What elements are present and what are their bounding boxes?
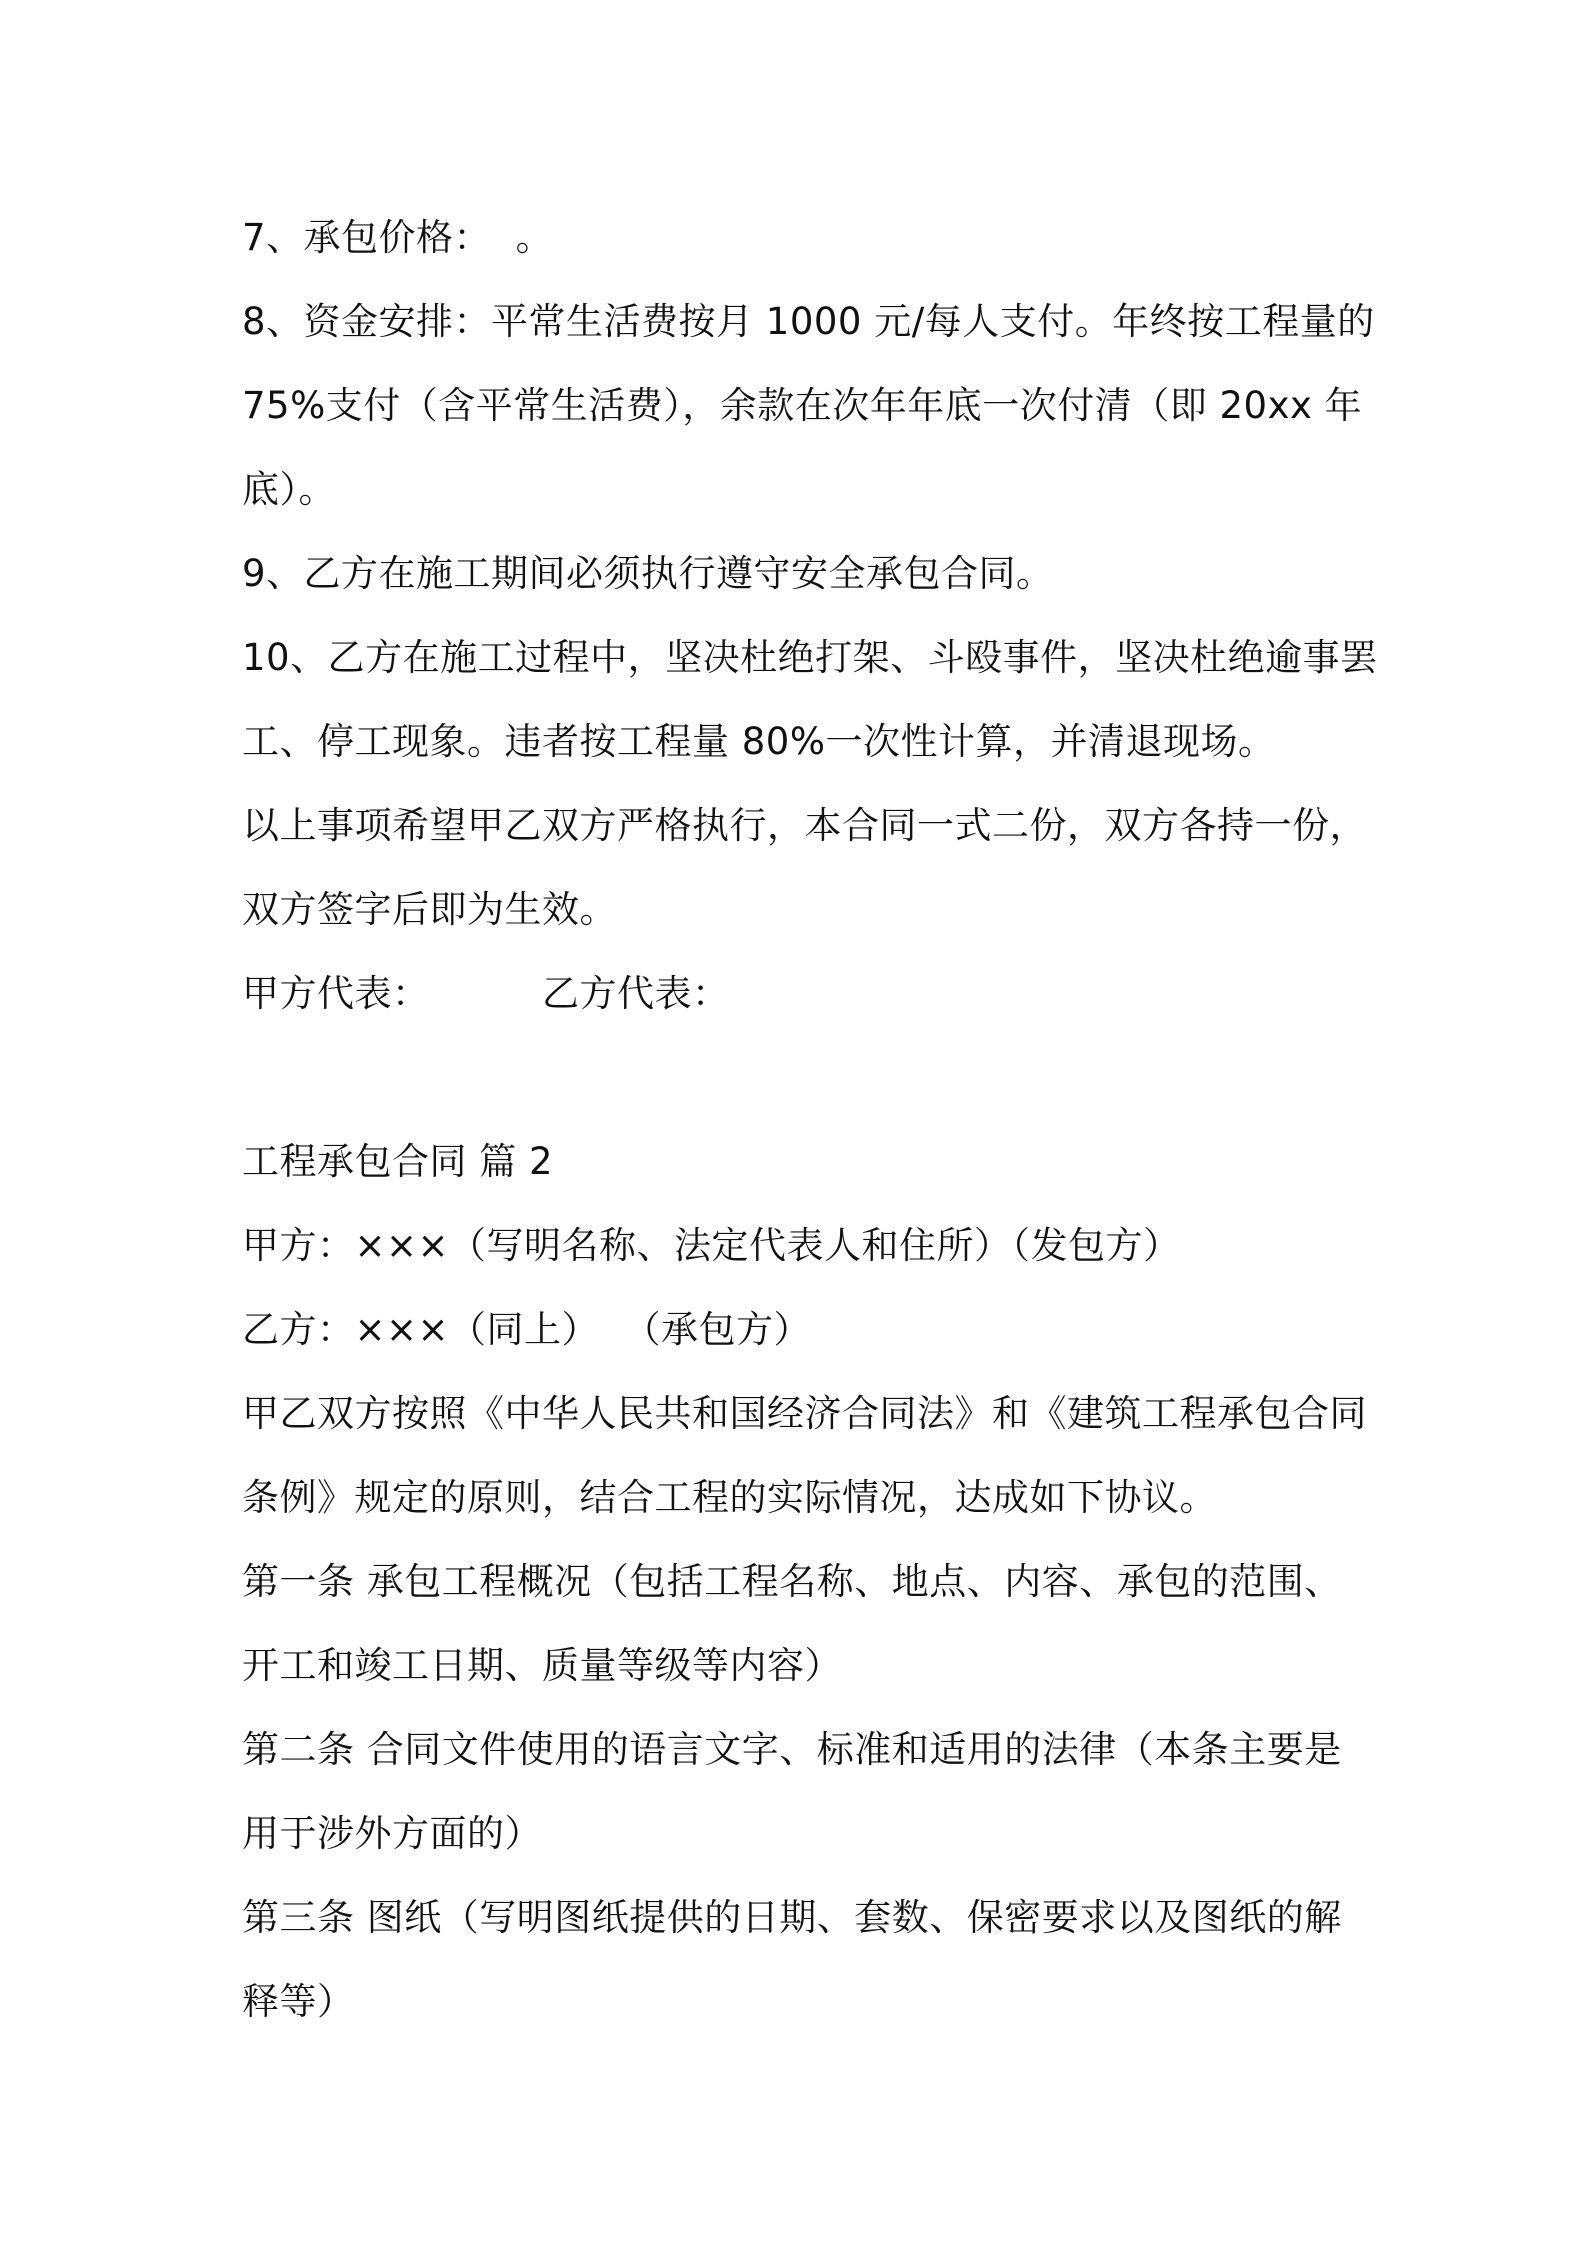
article-2-line-1: 第二条 合同文件使用的语言文字、标准和适用的法律（本条主要是 [242,1728,1342,1771]
closing-statement-line-2: 双方签字后即为生效。 [242,888,617,931]
clause-10-conduct-line-2: 工、停工现象。违者按工程量 80%一次性计算，并清退现场。 [242,720,1276,763]
article-3-line-1: 第三条 图纸（写明图纸提供的日期、套数、保密要求以及图纸的解 [242,1896,1342,1939]
clause-8-funding-line-2: 75%支付（含平常生活费），余款在次年年底一次付清（即 20xx 年 [242,384,1363,427]
section-2-title: 工程承包合同 篇 2 [242,1140,554,1183]
clause-10-conduct-line-1: 10、乙方在施工过程中，坚决杜绝打架、斗殴事件，坚决杜绝逾事罢 [242,636,1378,679]
signature-line [242,952,1352,1036]
closing-statement-line-1: 以上事项希望甲乙双方严格执行，本合同一式二份，双方各持一份， [242,804,1367,847]
clause-8-funding-line-1: 8、资金安排：平常生活费按月 1000 元/每人支付。年终按工程量的 [242,300,1375,343]
article-1-line-2: 开工和竣工日期、质量等级等内容） [242,1644,842,1687]
article-3-line-2: 释等） [242,1980,355,2023]
preamble-line-2: 条例》规定的原则，结合工程的实际情况，达成如下协议。 [242,1476,1217,1519]
clause-7-price: 7、承包价格： 。 [242,216,554,259]
clause-8-funding-line-3: 底）。 [242,468,336,511]
clause-9-safety: 9、乙方在施工期间必须执行遵守安全承包合同。 [242,552,1054,595]
party-b-representative: 乙方代表： [542,972,730,1015]
article-1-line-1: 第一条 承包工程概况（包括工程名称、地点、内容、承包的范围、 [242,1560,1342,1603]
party-a-representative: 甲方代表： [242,972,430,1015]
preamble-line-1: 甲乙双方按照《中华人民共和国经济合同法》和《建筑工程承包合同 [242,1392,1367,1435]
contract-text [242,196,1378,2044]
article-2-line-2: 用于涉外方面的） [242,1812,542,1855]
party-b-info: 乙方：×××（同上） （承包方） [242,1308,812,1351]
section-gap [242,1036,1352,1120]
party-a-info: 甲方：×××（写明名称、法定代表人和住所）（发包方） [242,1224,1181,1267]
